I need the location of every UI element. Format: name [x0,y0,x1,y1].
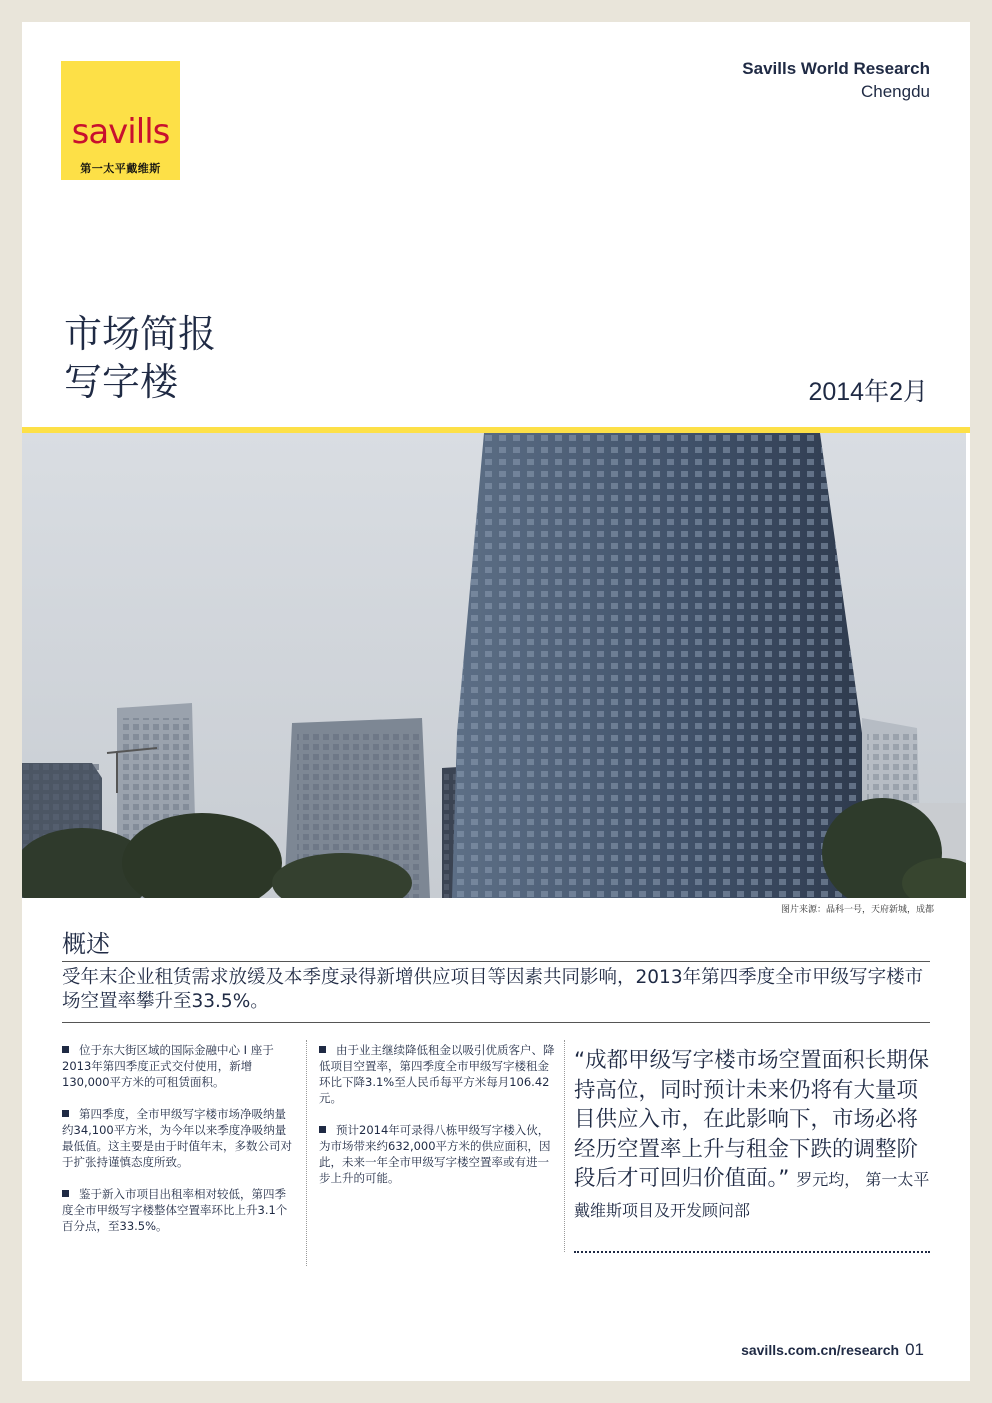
savills-logo [61,61,180,180]
overview-heading: 概述 [62,930,110,958]
page-footer [741,1340,924,1360]
column-divider [564,1040,565,1252]
overview-rule-bottom [62,1022,930,1023]
column-divider [306,1040,307,1266]
photo-credit: 图片来源：晶科一号，天府新城，成都 [780,905,934,915]
bullet-text: 第四季度，全市甲级写字楼市场净吸纳量约34,100平方米，为今年以来季度净吸纳量最低值。这主要是由于时值年末，多数公司对于扩张持谨慎态度所致。 [62,1107,292,1169]
bullet-text: 位于东大街区域的国际金融中心 I 座于2013年第四季度正式交付使用，新增130,000平方米的可租赁面积。 [62,1043,274,1089]
bullet-text: 由于业主继续降低租金以吸引优质客户、降低项目空置率，第四季度全市甲级写字楼租金环比下降3.1%至人民币每平方米每月106.42元。 [319,1043,555,1105]
bullet-square-icon [319,1046,326,1053]
research-city: Chengdu [860,82,930,101]
bullet-square-icon [62,1190,69,1197]
bullet-item [319,1122,559,1186]
quote-rule [574,1251,930,1253]
bullet-item [62,1042,297,1090]
bullet-item [319,1042,559,1106]
overview-rule-top [62,961,930,962]
bullet-square-icon [319,1126,326,1133]
bullet-item [62,1186,297,1234]
report-date: 2014年2月 [808,378,928,406]
report-page [22,22,970,1381]
quote-text: “成都甲级写字楼市场空置面积长期保持高位，同时预计未来仍将有大量项目供应入市，在此影响下，市场必将经历空置率上升与租金下跌的调整阶段后才可回归价值面。” [574,1048,930,1191]
summary-column-1 [62,1042,297,1250]
report-title [64,310,216,406]
bullet-item [62,1106,297,1170]
logo-brand-cn: 第一太平戴维斯 [80,162,161,175]
logo-brand: savills [71,112,170,152]
quote-attribution: 罗元均， 第一太平戴维斯项目及开发顾问部 [574,1170,930,1220]
pull-quote [574,1046,934,1225]
bullet-square-icon [62,1110,69,1117]
research-url-link[interactable]: savills.com.cn/research [741,1342,900,1358]
bullet-text: 鉴于新入市项目出租率相对较低，第四季度全市甲级写字楼整体空置率环比上升3.1个百分点，至33.5%。 [62,1187,288,1233]
title-line-1: 市场简报 [64,312,217,356]
overview-lead: 受年末企业租赁需求放缓及本季度录得新增供应项目等因素共同影响，2013年第四季度全市甲级写字楼市场空置率攀升至33.5%。 [62,967,924,1012]
bullet-square-icon [62,1046,69,1053]
cover-photo [22,433,966,898]
summary-column-2 [319,1042,559,1202]
bullet-text: 预计2014年可录得八栋甲级写字楼入伙，为市场带来约632,000平方米的供应面积，因此，未来一年全市甲级写字楼空置率或有进一步上升的可能。 [319,1123,551,1185]
title-line-2: 写字楼 [64,360,179,404]
page-number: 01 [905,1340,924,1359]
research-series-title: Savills World Research [742,59,930,78]
